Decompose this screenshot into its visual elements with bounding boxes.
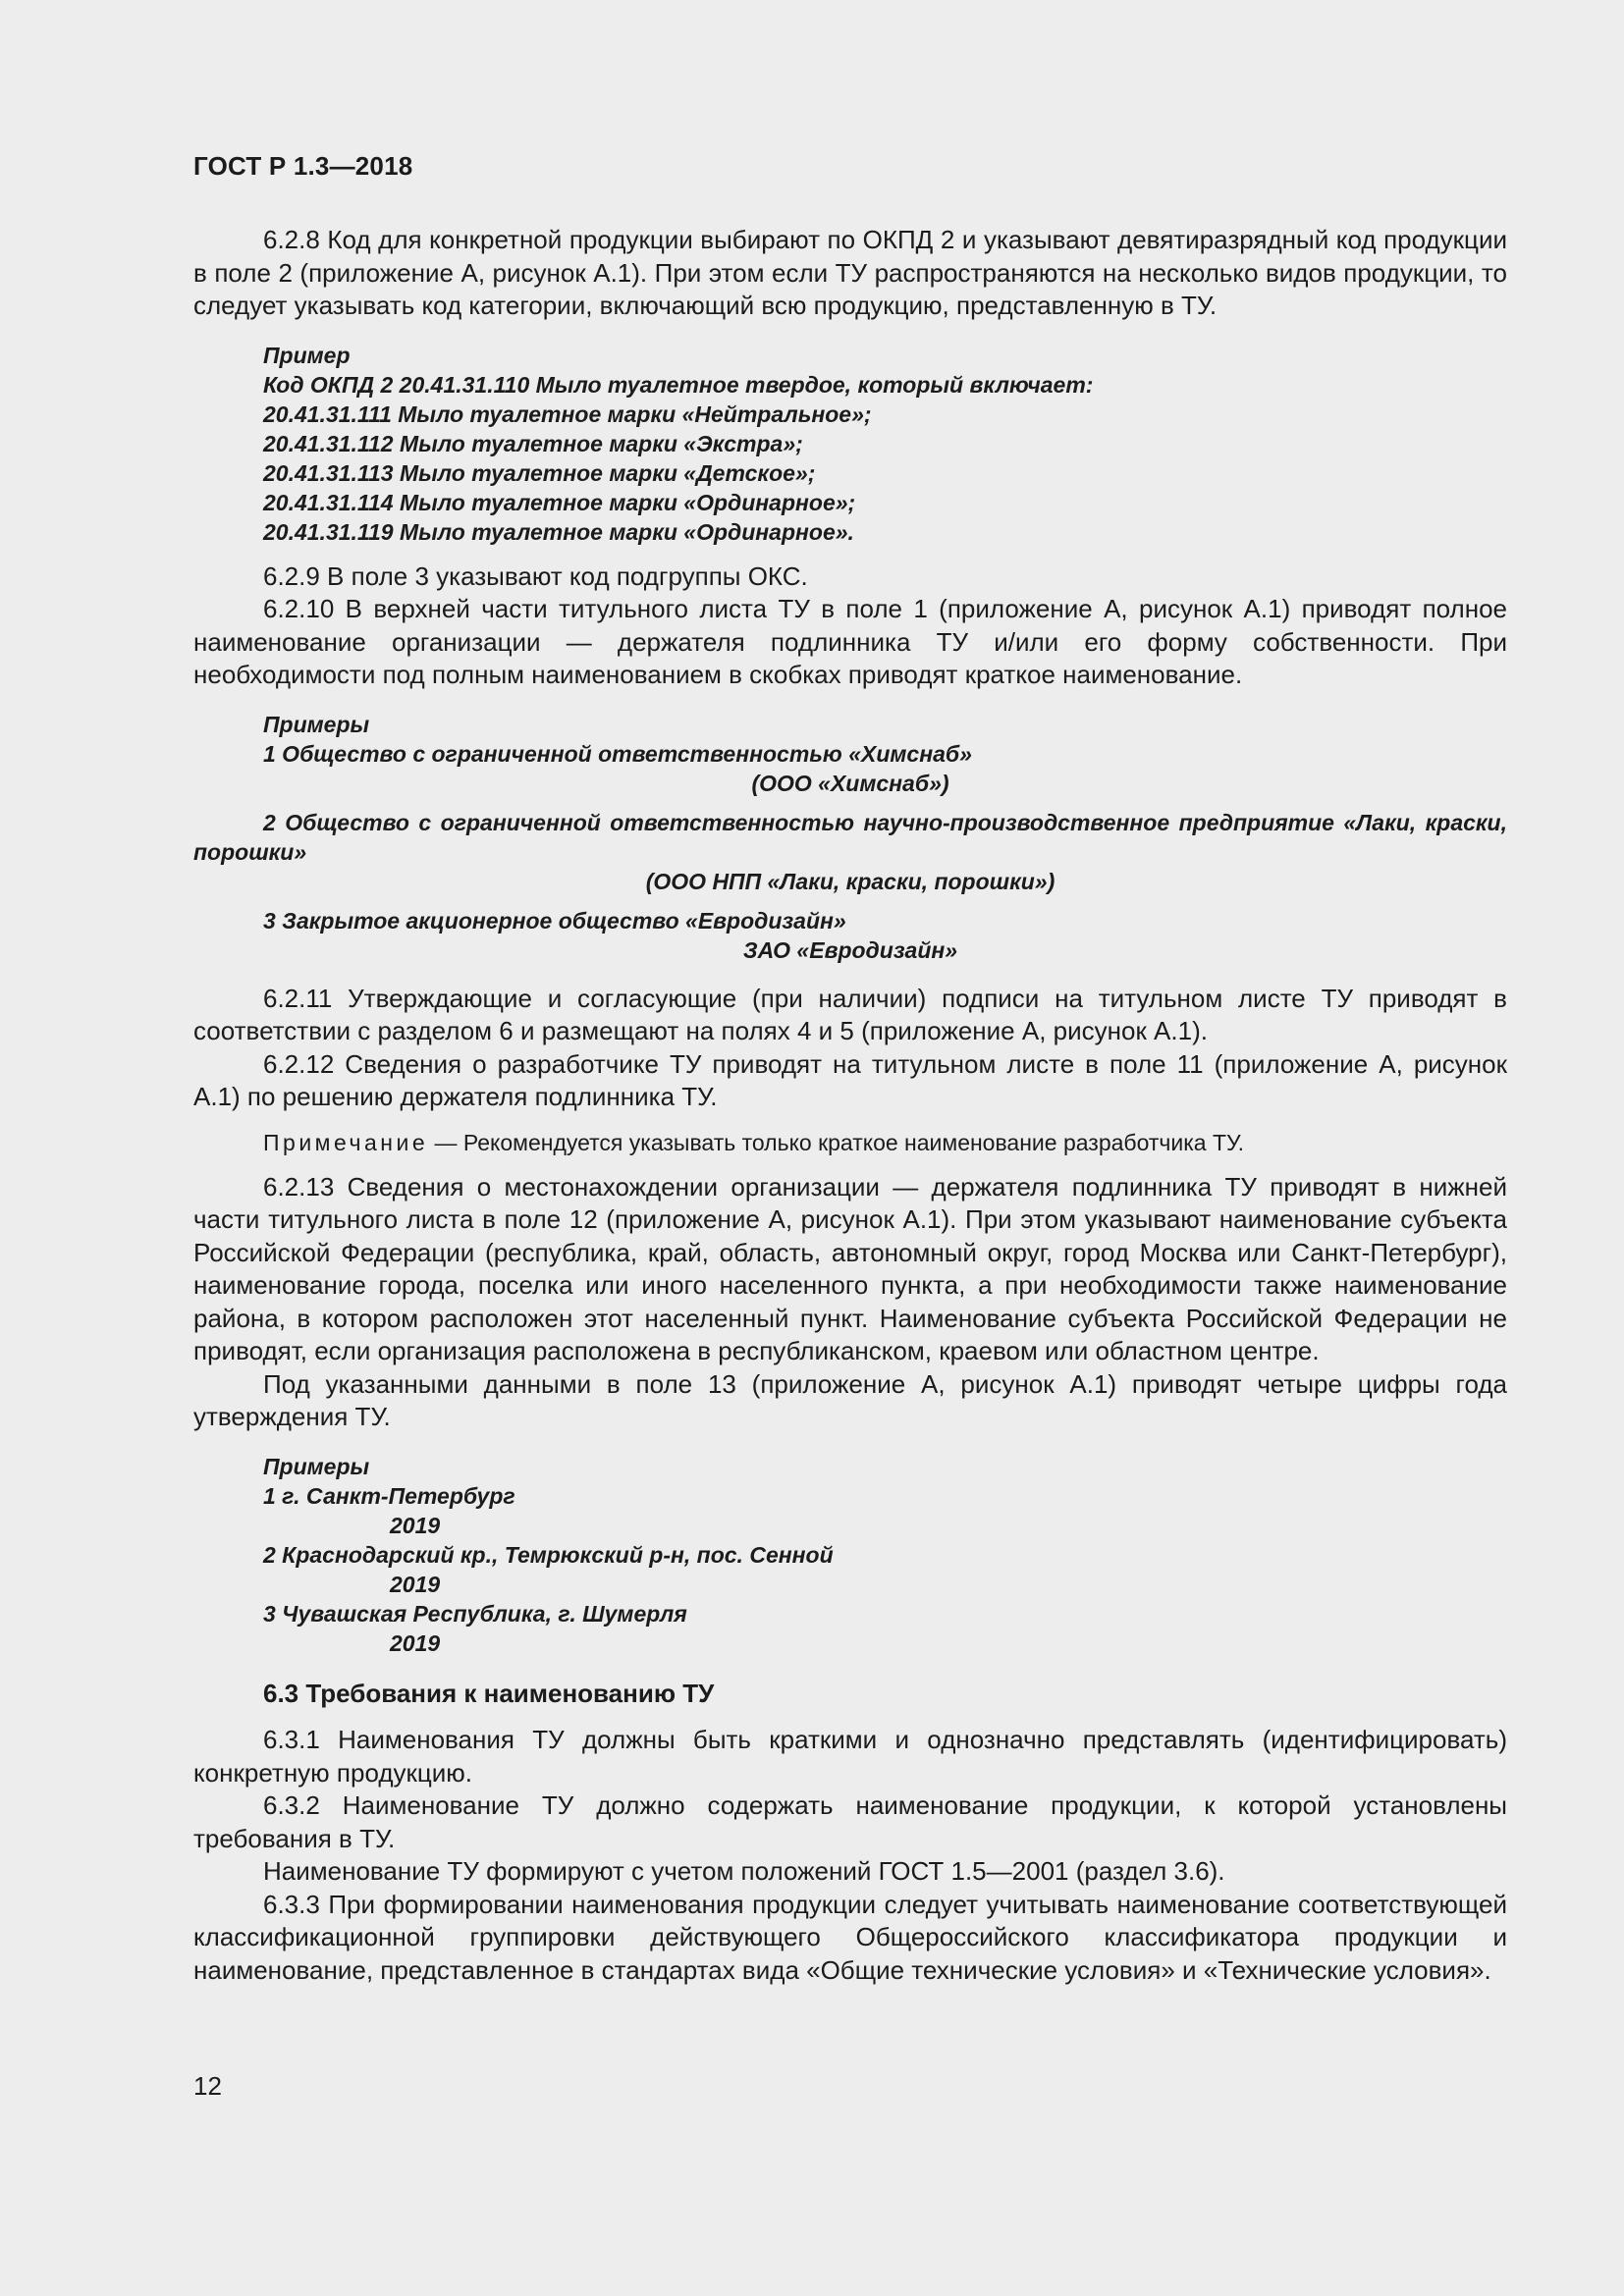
example-locations — [193, 1452, 1507, 1658]
example-title: Пример — [263, 342, 351, 368]
example-title: Примеры — [263, 1453, 370, 1479]
clause-6-2-10: 6.2.10 В верхней части титульного листа ТУ в поле 1 (приложение А, рисунок А.1) приводят полное наименование организации — держателя подлинника ТУ и/или его форму собственности. При необходимости под полным наименованием в скобках приводят краткое наименование. — [193, 594, 1507, 689]
example-item: 2 Общество с ограниченной ответственностью научно-производственное предприятие «Лаки, краски, порошки» — [193, 809, 1507, 865]
example-place: 1 г. Санкт-Петербург — [263, 1482, 515, 1509]
example-place: 3 Чувашская Республика, г. Шумерля — [263, 1600, 687, 1627]
example-item-short: ЗАО «Евродизайн» — [742, 936, 958, 963]
clause-6-2-9: 6.2.9 В поле 3 указывают код подгруппы ОКС. — [263, 561, 808, 591]
example-year: 2019 — [390, 1571, 441, 1597]
section-heading-6-3: 6.3 Требования к наименованию ТУ — [263, 1678, 715, 1708]
page-number: 12 — [193, 2071, 222, 2101]
example-organizations — [193, 710, 1507, 965]
clause-6-2-13: 6.2.13 Сведения о местонахождении организации — держателя подлинника ТУ приводят в нижней части титульного листа в поле 12 (приложение А, рисунок А.1). При этом указывают наименование субъекта Российской Федерации (республика, край, область, автономный округ, город Москва или Санкт-Петербург), наименование города, поселка или иного населенного пункта, а при необходимости также наименование района, в котором расположен этот населенный пункт. Наименование субъекта Российской Федерации не приводят, если организация расположена в республиканском, краевом или областном центре. — [193, 1171, 1507, 1365]
example-line: 20.41.31.112 Мыло туалетное марки «Экстра»; — [263, 430, 803, 456]
example-title: Примеры — [263, 711, 370, 737]
clause-6-3-2-continuation: Наименование ТУ формируют с учетом положений ГОСТ 1.5—2001 (раздел 3.6). — [263, 1856, 1225, 1886]
clause-6-2-12: 6.2.12 Сведения о разработчике ТУ приводят на титульном листе в поле 11 (приложение А, рисунок А.1) по решению держателя подлинника ТУ. — [193, 1048, 1507, 1111]
example-okpd — [193, 341, 1507, 547]
document-code-header: ГОСТ Р 1.3—2018 — [193, 151, 413, 181]
example-line: 20.41.31.119 Мыло туалетное марки «Ординарное». — [263, 518, 854, 545]
example-item-short: (ООО «Химснаб») — [751, 770, 949, 796]
clause-6-3-3: 6.3.3 При формировании наименования продукции следует учитывать наименование соответствующей классификационной группировки действующего Общероссийского классификатора продукции и наименование, представленное в стандартах вида «Общие технические условия» и «Технические условия». — [193, 1889, 1507, 1985]
page-body — [193, 224, 1507, 1987]
example-year: 2019 — [390, 1629, 441, 1656]
clause-6-3-2: 6.3.2 Наименование ТУ должно содержать наименование продукции, к которой установлены требования в ТУ. — [193, 1790, 1507, 1853]
example-line: 20.41.31.111 Мыло туалетное марки «Нейтральное»; — [263, 400, 872, 427]
example-line: Код ОКПД 2 20.41.31.110 Мыло туалетное твердое, который включает: — [263, 371, 1094, 398]
note-label: Примечание — [263, 1129, 429, 1155]
clause-6-3-1: 6.3.1 Наименования ТУ должны быть краткими и однозначно представлять (идентифицировать) конкретную продукцию. — [193, 1725, 1507, 1788]
example-line: 20.41.31.114 Мыло туалетное марки «Ординарное»; — [263, 489, 856, 515]
clause-year-paragraph: Под указанными данными в поле 13 (приложение А, рисунок А.1) приводят четыре цифры года утверждения ТУ. — [193, 1368, 1507, 1431]
note — [193, 1128, 1507, 1157]
example-year: 2019 — [390, 1512, 441, 1538]
example-place: 2 Краснодарский кр., Темрюкский р-н, пос. Сенной — [263, 1541, 834, 1568]
example-item: 3 Закрытое акционерное общество «Евродизайн» — [263, 907, 846, 934]
example-item: 1 Общество с ограниченной ответственностью «Химснаб» — [263, 740, 972, 767]
clause-6-2-8: 6.2.8 Код для конкретной продукции выбирают по ОКПД 2 и указывают девятиразрядный код продукции в поле 2 (приложение А, рисунок А.1). При этом если ТУ распространяются на несколько видов продукции, то следует указывать код категории, включающий всю продукцию, представленную в ТУ. — [193, 225, 1507, 320]
example-item-short: (ООО НПП «Лаки, краски, порошки») — [645, 868, 1056, 894]
example-line: 20.41.31.113 Мыло туалетное марки «Детское»; — [263, 459, 816, 486]
note-text: — Рекомендуется указывать только краткое наименование разработчика ТУ. — [428, 1129, 1244, 1155]
clause-6-2-11: 6.2.11 Утверждающие и согласующие (при наличии) подписи на титульном листе ТУ приводят в соответствии с разделом 6 и размещают на полях 4 и 5 (приложение А, рисунок А.1). — [193, 983, 1507, 1045]
